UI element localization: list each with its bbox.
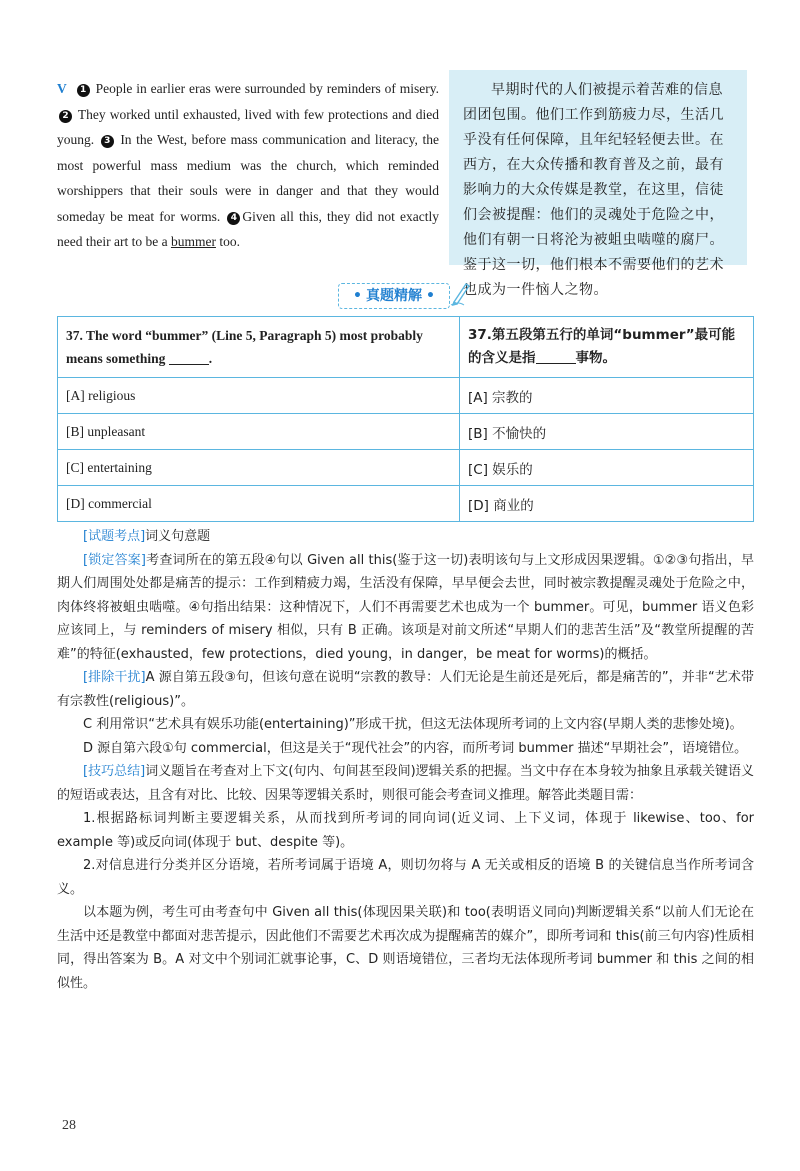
analysis-tips: [技巧总结]词义题旨在考查对上下文(句内、句间甚至段间)逻辑关系的把握。当文中存在本身较为抽象且承载关键语义的短语或表达，且含有对比、比较、因果等逻辑关系时，则很可能会考查词义推理。解答此类题目需： bbox=[57, 764, 754, 803]
pen-icon bbox=[450, 280, 472, 306]
sentence-1: People in earlier eras were surrounded by reminders of misery. bbox=[95, 81, 440, 96]
option-zh: [A] 宗教的 bbox=[460, 378, 754, 414]
sentence-2: They worked until exhausted, lived with few protections and died young. bbox=[57, 106, 439, 147]
option-en: [C] entertaining bbox=[58, 450, 460, 486]
analysis-answer: [锁定答案]考查词所在的第五段④句以 Given all this(鉴于这一切)表明该句与上文形成因果逻辑。①②③句指出，早期人们周围处处都是痛苦的提示：工作到精疲力竭，生活没有保障，早早便会去世，同时被宗教提醒灵魂处于危险之中，肉体终将被蛆虫啮噬。④句指出结果：这种情况下，人们不再需要艺术也成为一个 bummer。可见，bummer 语义色彩应该同上，与 reminders of misery 相似，只有 B 正确。该项是对前文所述“早期人们的悲苦生活”及“教堂所提醒的苦难”的特征(exhausted，few protections，died young，in danger，be meat for worms)的概括。 bbox=[57, 552, 754, 662]
paragraph-label: V bbox=[57, 81, 67, 96]
sentence-3: In the West, before mass communication and literacy, the most powerful mass medium was the church, which reminded worshippers that their souls were in danger and that they would someday be meat for worms. bbox=[57, 132, 439, 224]
analysis-tip-2: 2.对信息进行分类并区分语境，若所考词属于语境 A，则切勿将与 A 无关或相反的语境 B 的关键信息当作所考词含义。 bbox=[57, 858, 754, 897]
analysis-distractor: [排除干扰]A 源自第五段③句，但该句意在说明“宗教的教导：人们无论是生前还是死后，都是痛苦的”，并非“艺术带有宗教性(religious)”。 bbox=[57, 670, 754, 709]
sentence-number-1: 1 bbox=[77, 84, 90, 97]
option-en: [D] commercial bbox=[58, 486, 460, 522]
sentence-number-2: 2 bbox=[59, 110, 72, 123]
question-zh: 37.第五段第五行的单词“bummer”最可能的含义是指 事物。 bbox=[460, 317, 754, 378]
option-en: [A] religious bbox=[58, 378, 460, 414]
section-title-text: 真题精解 bbox=[365, 288, 422, 304]
question-row bbox=[58, 317, 754, 378]
answer-blank bbox=[536, 351, 576, 364]
option-zh: [B] 不愉快的 bbox=[460, 414, 754, 450]
analysis-distractor-c: C 利用常识“艺术具有娱乐功能(entertaining)”形成干扰，但这无法体现所考词的上文内容(早期人类的悲惨处境)。 bbox=[83, 717, 743, 732]
page-number: 28 bbox=[62, 1118, 76, 1133]
analysis-tag: [锁定答案] bbox=[83, 552, 146, 568]
sentence-4a: Given all this, they did not exactly need their art to be a bbox=[57, 208, 439, 249]
english-passage bbox=[57, 76, 439, 255]
analysis-point: [试题考点]词义句意题 bbox=[83, 529, 211, 544]
analysis-tag: [技巧总结] bbox=[83, 764, 146, 779]
analysis-tag: [排除干扰] bbox=[83, 670, 146, 685]
option-en: [B] unpleasant bbox=[58, 414, 460, 450]
sentence-number-4: 4 bbox=[227, 212, 240, 225]
analysis-tip-1: 1.根据路标词判断主要逻辑关系，从而找到所考词的同向词(近义词、上下义词，体现于 likewise、too、for example 等)或反向词(体现于 but、despite 等)。 bbox=[57, 811, 754, 850]
option-row bbox=[58, 450, 754, 486]
option-row bbox=[58, 378, 754, 414]
sentence-number-3: 3 bbox=[101, 135, 114, 148]
analysis-tag: [试题考点] bbox=[83, 529, 146, 544]
question-table bbox=[57, 316, 754, 522]
option-zh: [D] 商业的 bbox=[460, 486, 754, 522]
analysis-distractor-d: D 源自第六段①句 commercial，但这是关于“现代社会”的内容，而所考词 bummer 描述“早期社会”，语境错位。 bbox=[83, 740, 748, 756]
option-row bbox=[58, 414, 754, 450]
sentence-4b: too. bbox=[215, 234, 240, 249]
answer-blank bbox=[169, 352, 209, 365]
dot-icon: • bbox=[425, 288, 435, 304]
keyword-bummer: bummer bbox=[170, 234, 216, 249]
dot-icon: • bbox=[353, 288, 362, 304]
section-title bbox=[338, 283, 450, 309]
analysis-section bbox=[57, 525, 754, 995]
question-en: 37. The word “bummer” (Line 5, Paragraph 5) most probably means something . bbox=[58, 317, 460, 378]
option-row bbox=[58, 486, 754, 522]
analysis-example: 以本题为例，考生可由考查句中 Given all this(体现因果关联)和 too(表明语义同向)判断逻辑关系“以前人们无论在生活中还是教堂中都面对悲苦提示，因此他们不需要艺术再次成为提醒痛苦的媒介”，即所考词和 this(前三句内容)性质相同，得出答案为 B。A 对文中个别词汇就事论事，C、D 则语境错位，三者均无法体现所考词 bummer 和 this 之间的相似性。 bbox=[57, 905, 754, 991]
chinese-translation: 早期时代的人们被提示着苦难的信息团团包围。他们工作到筋疲力尽，生活几乎没有任何保障，且年纪轻轻便去世。在西方，在大众传播和教育普及之前，最有影响力的大众传媒是教堂，在这里，信徒们会被提醒：他们的灵魂处于危险之中，他们有朝一日将沦为被蛆虫啮噬的腐尸。鉴于这一切，他们根本不需要他们的艺术也成为一件恼人之物。 bbox=[449, 70, 747, 265]
option-zh: [C] 娱乐的 bbox=[460, 450, 754, 486]
